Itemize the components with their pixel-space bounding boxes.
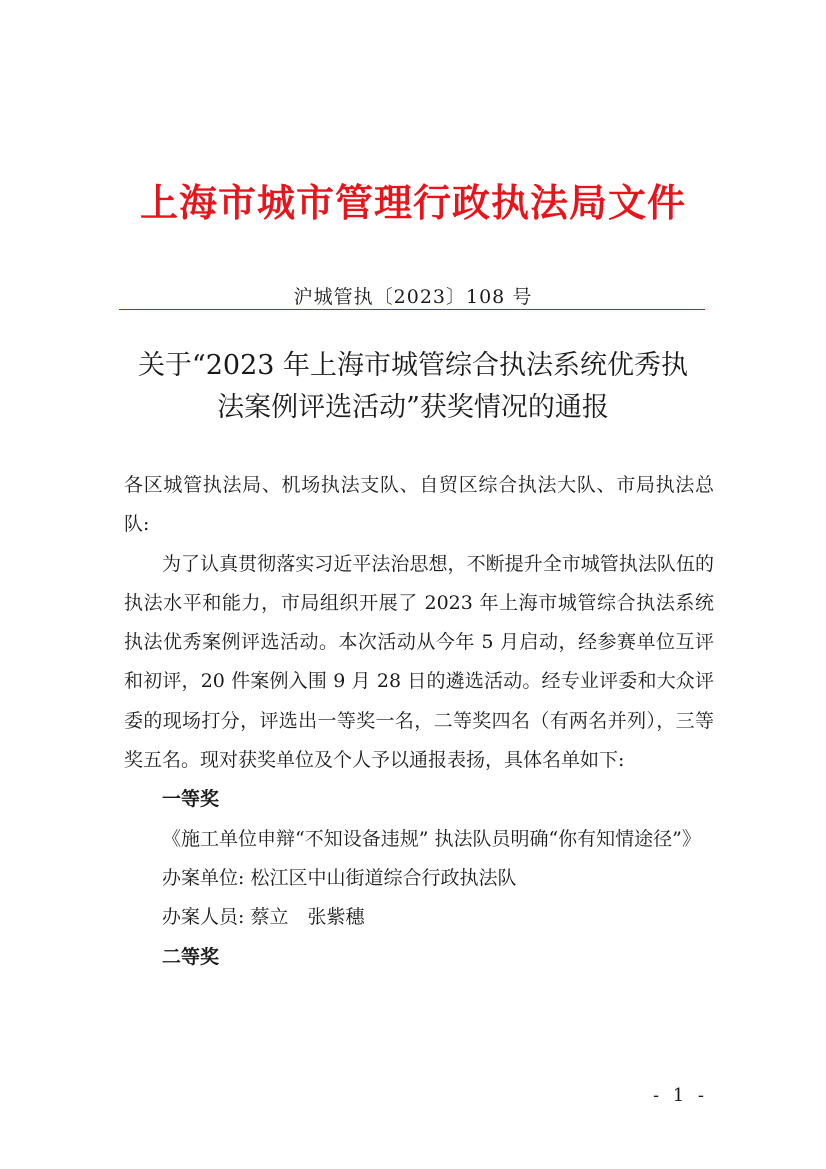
first-prize-case-title: 《施工单位申辩“不知设备违规” 执法队员明确“你有知情途径”》 (162, 827, 701, 850)
document-number: 沪城管执〔2023〕108 号 (293, 286, 533, 308)
intro-paragraph: 为了认真贯彻落实习近平法治思想，不断提升全市城管执法队伍的执法水平和能力，市局组织开展了 2023 年上海市城管综合执法系统执法优秀案例评选活动。本次活动从今年 5 月启动，经参赛单位互评和初评，20 件案例入围 9 月 28 日的遴选活动。经专业评委和大众评委的现场打分，评选出一等奖一名，二等奖四名（有两名并列），三等奖五名。现对获奖单位及个人予以通报表扬，具体名单如下: (124, 552, 714, 772)
first-prize-heading: 一等奖 (162, 788, 220, 811)
issuer-title: 上海市城市管理行政执法局文件 (139, 180, 686, 225)
first-prize-staff: 办案人员: 蔡立 张紫穗 (162, 906, 365, 929)
page-number: - 1 - (652, 1085, 708, 1106)
notice-title-line-2: 法案例评选活动”获奖情况的通报 (217, 392, 609, 423)
notice-title (110, 345, 716, 429)
red-divider (119, 309, 705, 310)
body-text (124, 466, 714, 977)
first-prize-unit: 办案单位: 松江区中山街道综合行政执法队 (162, 866, 517, 889)
addressee: 各区城管执法局、机场执法支队、自贸区综合执法大队、市局执法总队: (124, 474, 714, 536)
second-prize-heading: 二等奖 (162, 945, 220, 968)
notice-title-line-1: 关于“2023 年上海市城管综合执法系统优秀执 (137, 350, 689, 381)
